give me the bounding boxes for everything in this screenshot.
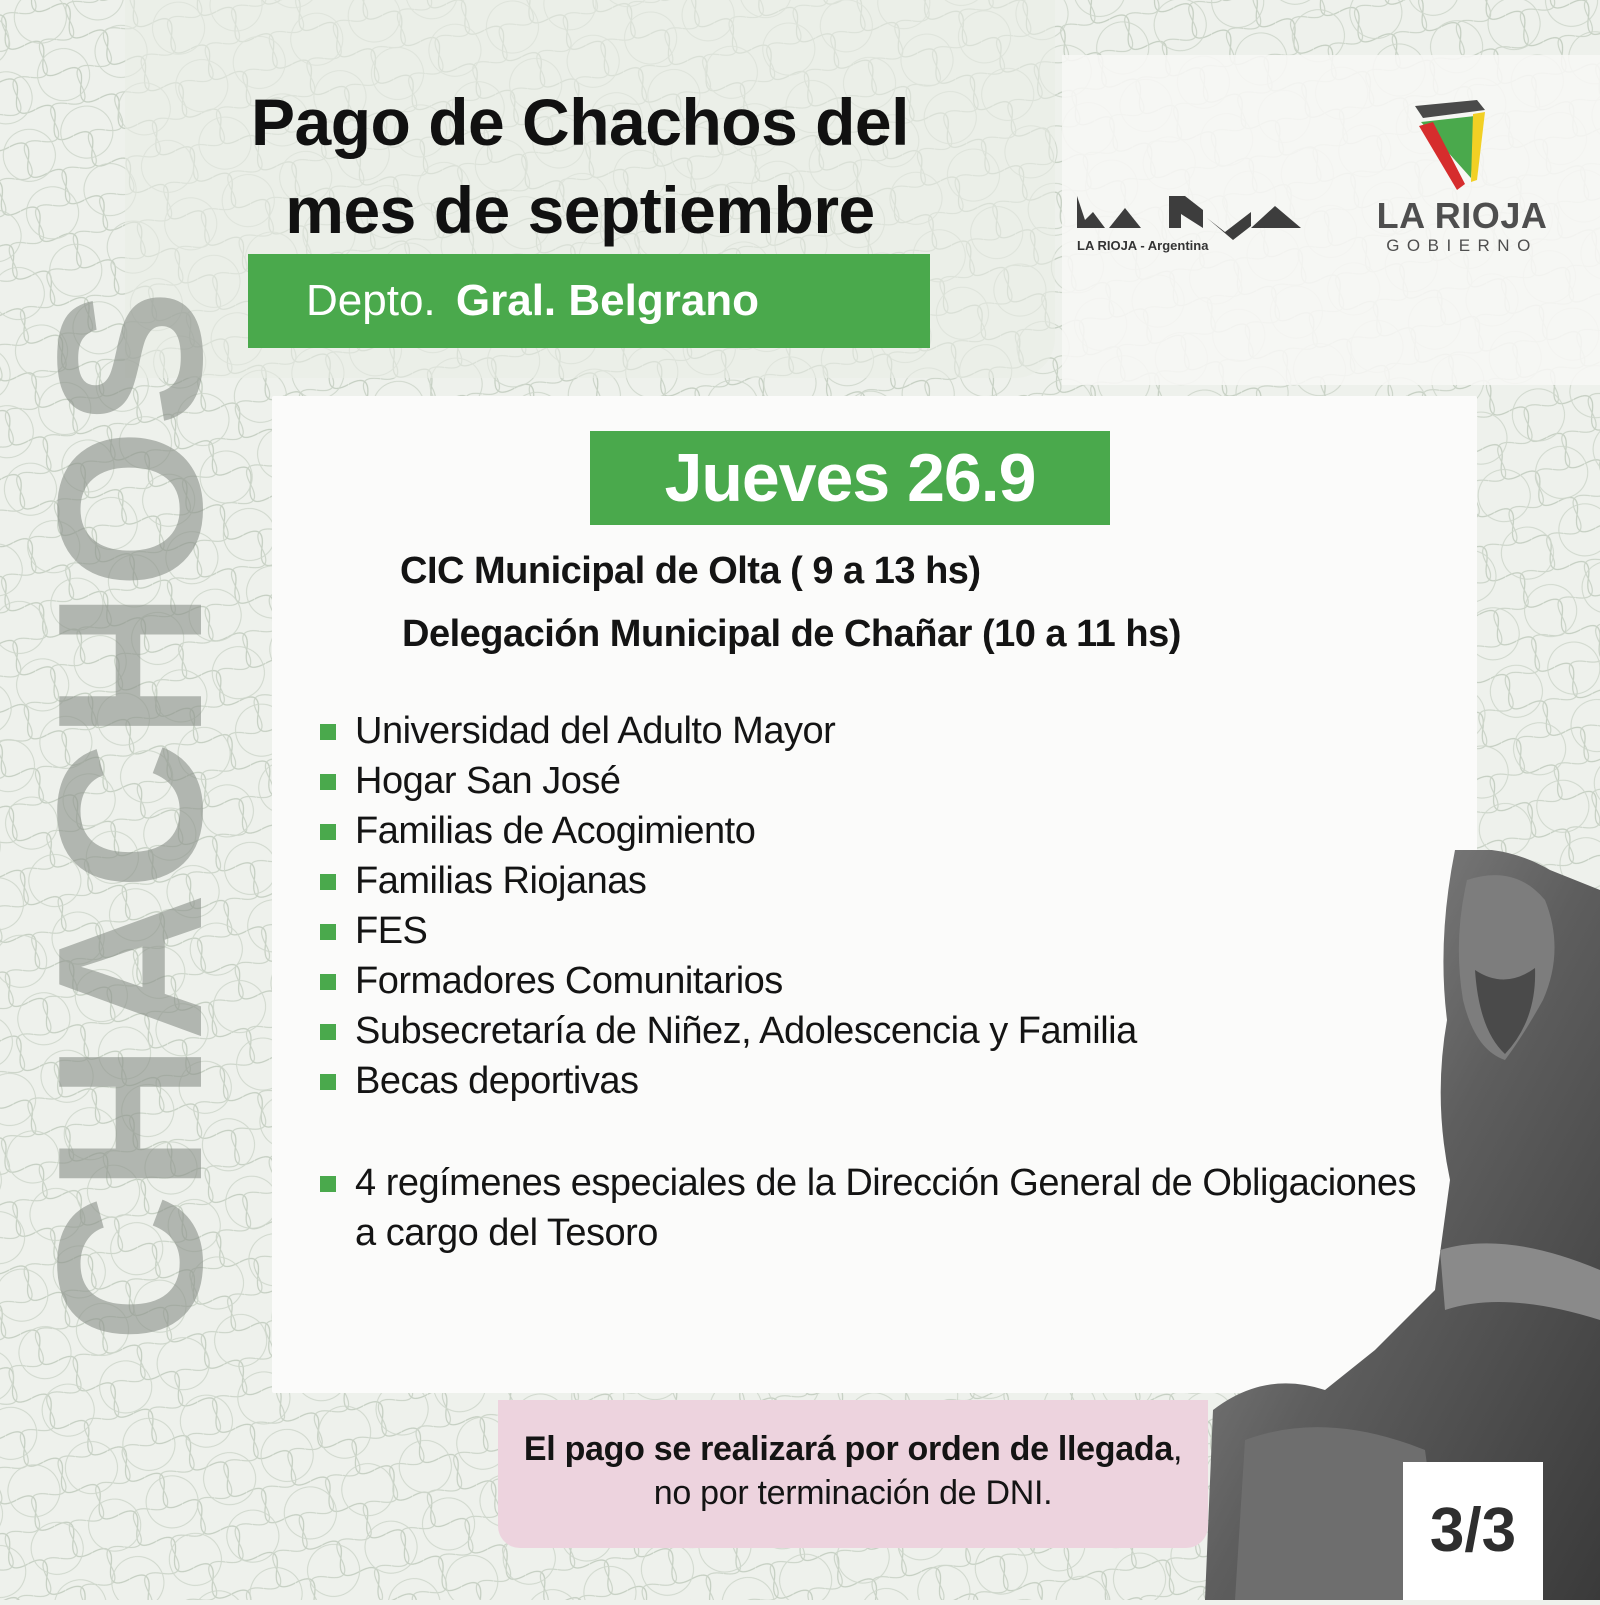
note-bold-text: El pago se realizará por orden de llegada (523, 1430, 1173, 1468)
special-program-label: 4 regímenes especiales de la Dirección General de Obligaciones a cargo del Tesoro (355, 1162, 1417, 1254)
program-label: Formadores Comunitarios (355, 960, 783, 1002)
gobierno-emblem-icon (1415, 100, 1495, 197)
note-line-1 (498, 1430, 1208, 1469)
bullet-square-icon (320, 924, 336, 940)
bullet-square-icon (320, 774, 336, 790)
page-indicator: 3/3 (1429, 1496, 1517, 1565)
day-label: Jueves 26.9 (664, 440, 1036, 516)
location-olta: CIC Municipal de Olta ( 9 a 13 hs) (400, 550, 981, 592)
program-label: Becas deportivas (355, 1060, 639, 1102)
department-banner (248, 254, 930, 348)
bullet-square-icon (320, 1176, 336, 1192)
program-label: Familias de Acogimiento (355, 810, 756, 852)
gobierno-name: LA RIOJA (1376, 195, 1548, 236)
bullet-square-icon (320, 1024, 336, 1040)
title-line-1: Pago de Chachos del (251, 85, 909, 159)
payment-note (498, 1400, 1208, 1548)
gobierno-subtitle: GOBIERNO (1386, 236, 1538, 255)
location-chanar: Delegación Municipal de Chañar (10 a 11 hs) (402, 613, 1181, 655)
program-label: Hogar San José (355, 760, 621, 802)
program-label: FES (355, 910, 428, 952)
page-title (140, 78, 1020, 254)
bullet-square-icon (320, 974, 336, 990)
department-name: Gral. Belgrano (455, 276, 760, 325)
page-indicator-box (1403, 1462, 1543, 1600)
list-item (320, 756, 1420, 806)
bullet-square-icon (320, 724, 336, 740)
program-label: Universidad del Adulto Mayor (355, 710, 836, 752)
day-banner (590, 431, 1110, 525)
list-item (320, 706, 1420, 756)
note-line-2: no por terminación de DNI. (653, 1474, 1053, 1512)
program-label: Familias Riojanas (355, 860, 647, 902)
note-comma: , (1172, 1430, 1183, 1468)
department-prefix: Depto. (306, 276, 436, 325)
vertical-watermark-word: CHACHOS (15, 287, 245, 1343)
bullet-square-icon (320, 874, 336, 890)
list-item (320, 806, 1420, 856)
bullet-square-icon (320, 824, 336, 840)
program-label: Subsecretaría de Niñez, Adolescencia y Familia (355, 1010, 1137, 1052)
department-label (306, 254, 759, 348)
title-line-2: mes de septiembre (285, 173, 875, 247)
bullet-square-icon (320, 1074, 336, 1090)
brand-subtitle: LA RIOJA - Argentina (1077, 238, 1209, 253)
